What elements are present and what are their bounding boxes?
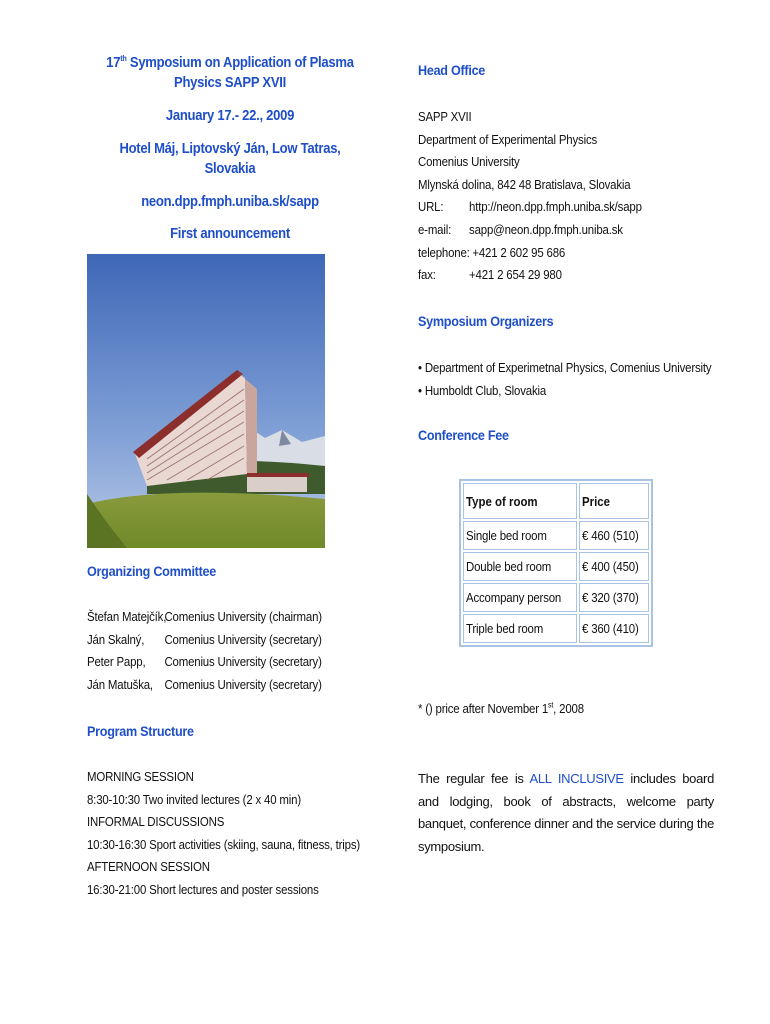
title-line-1: 17th Symposium on Application of Plasma — [106, 54, 354, 71]
conference-fee-heading: Conference Fee — [418, 427, 509, 443]
table-row — [463, 552, 649, 581]
member-name: Peter Papp, — [87, 654, 146, 670]
fee-table — [459, 479, 653, 647]
url-link[interactable]: http://neon.dpp.fmph.uniba.sk/sapp — [469, 199, 642, 215]
table-row — [463, 614, 649, 643]
member-role: Comenius University (secretary) — [164, 631, 322, 647]
program-line: 10:30-16:30 Sport activities (skiing, sauna, fitness, trips) — [87, 836, 361, 852]
office-line: Mlynská dolina, 842 48 Bratislava, Slovakia — [418, 176, 631, 192]
office-line: Department of Experimental Physics — [418, 131, 598, 147]
office-url — [418, 196, 642, 219]
committee-member — [87, 606, 322, 629]
price-column-header: Price — [579, 483, 649, 519]
title-line-2: Physics SAPP XVII — [174, 75, 286, 91]
organizer-item: • Humboldt Club, Slovakia — [418, 382, 547, 398]
contact-label: URL: — [418, 199, 444, 215]
program-list — [87, 766, 360, 902]
office-line: SAPP XVII — [418, 109, 472, 124]
email-link[interactable]: sapp@neon.dpp.fmph.uniba.sk — [469, 221, 623, 237]
symposium-title — [95, 53, 365, 93]
committee-member — [87, 651, 322, 674]
head-office-heading: Head Office — [418, 62, 486, 78]
member-role: Comenius University (chairman) — [164, 609, 322, 624]
member-name: Ján Matuška, — [87, 676, 153, 692]
room-type: Single bed room — [463, 521, 577, 550]
organizer-item: • Department of Experimetnal Physics, Comenius University — [418, 360, 712, 375]
organizing-committee-heading: Organizing Committee — [87, 563, 217, 579]
member-role: Comenius University (secretary) — [164, 654, 322, 670]
committee-member — [87, 629, 322, 652]
title-block — [80, 53, 380, 244]
all-inclusive-highlight: ALL INCLUSIVE — [529, 771, 624, 786]
room-type: Double bed room — [463, 552, 577, 581]
office-fax — [418, 264, 642, 287]
head-office-address — [418, 106, 642, 287]
program-line: INFORMAL DISCUSSIONS — [87, 814, 225, 830]
fax-value: +421 2 654 29 980 — [469, 267, 562, 283]
hotel-photo — [87, 254, 325, 548]
committee-member — [87, 674, 322, 697]
member-role: Comenius University (secretary) — [164, 676, 322, 692]
room-type: Triple bed room — [463, 614, 577, 643]
room-price: € 460 (510) — [579, 521, 649, 550]
room-price: € 360 (410) — [579, 614, 649, 643]
room-price: € 320 (370) — [579, 583, 649, 612]
price-note: * () price after November 1st, 2008 — [418, 700, 584, 716]
type-column-header: Type of room — [463, 483, 577, 519]
announcement-label: First announcement — [170, 226, 290, 242]
contact-label: e-mail: — [418, 221, 452, 237]
program-line: 8:30-10:30 Two invited lectures (2 x 40 min) — [87, 791, 301, 807]
table-row — [463, 521, 649, 550]
event-website[interactable]: neon.dpp.fmph.uniba.sk/sapp — [141, 194, 319, 210]
office-telephone — [418, 242, 642, 265]
office-line: Comenius University — [418, 154, 520, 170]
member-name: Štefan Matejčík, — [87, 609, 167, 624]
room-type: Accompany person — [463, 583, 577, 612]
contact-label: fax: — [418, 267, 436, 283]
event-dates: January 17.- 22., 2009 — [165, 108, 295, 124]
office-email — [418, 219, 642, 242]
table-row — [463, 583, 649, 612]
hotel-photo-image — [87, 254, 325, 548]
telephone-value: +421 2 602 95 686 — [472, 244, 566, 260]
fee-table-header — [463, 483, 649, 519]
program-structure-heading: Program Structure — [87, 723, 194, 739]
symposium-organizers-heading: Symposium Organizers — [418, 313, 554, 329]
contact-label: telephone: — [418, 244, 470, 260]
room-price: € 400 (450) — [579, 552, 649, 581]
event-venue: Hotel Máj, Liptovský Ján, Low Tatras, Slovakia — [119, 141, 341, 177]
program-line: 16:30-21:00 Short lectures and poster sessions — [87, 881, 319, 897]
member-name: Ján Skalný, — [87, 631, 145, 647]
program-line: MORNING SESSION — [87, 769, 194, 784]
committee-list — [87, 606, 322, 696]
organizers-list — [418, 357, 711, 402]
program-line: AFTERNOON SESSION — [87, 859, 210, 875]
fee-description: The regular fee is ALL INCLUSIVE includes board and lodging, book of abstracts, welcome party banquet, conference dinner and the service during the symposium. — [418, 771, 714, 854]
